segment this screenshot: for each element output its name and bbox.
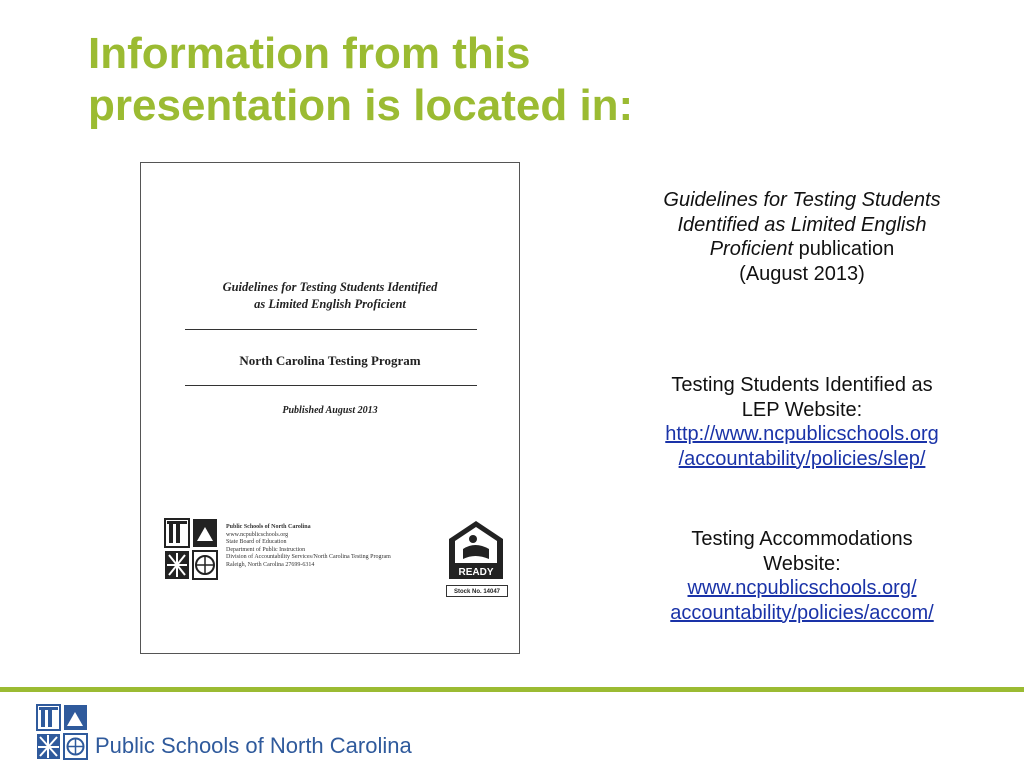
cover-title-line-1: Guidelines for Testing Students Identified [222, 280, 438, 294]
accommodations-label-line-2: Website: [763, 552, 841, 575]
publication-title-line-3 [612, 237, 992, 262]
slide-title-line-1: Information from this [88, 29, 531, 78]
nc-dpi-logo-icon [163, 517, 219, 581]
publication-title-line-2: Identified as Limited English [677, 213, 927, 236]
publication-title-italic: Proficient [709, 238, 794, 260]
cover-address-line: Division of Accountability Services/North Carolina Testing Program [226, 554, 391, 561]
accommodations-label-line-1: Testing Accommodations [691, 528, 913, 550]
slide-title-line-2: presentation is located in: [88, 81, 634, 130]
cover-title-line-2: as Limited English Proficient [254, 297, 406, 311]
cover-address-line: Public Schools of North Carolina [226, 524, 311, 530]
publication-date: (August 2013) [739, 262, 865, 285]
accommodations-website-link[interactable] [612, 576, 992, 625]
cover-address-block [226, 524, 451, 570]
lep-website-link[interactable] [612, 422, 992, 471]
lep-website-label-line-1: Testing Students Identified as [671, 374, 933, 396]
publication-label: publication [793, 238, 895, 260]
slide-title [88, 28, 848, 132]
cover-divider-bottom [185, 385, 477, 386]
cover-address-line: Department of Public Instruction [226, 546, 306, 553]
accommodations-website-block [612, 527, 992, 625]
ready-logo-icon [447, 519, 505, 581]
cover-published-date: Published August 2013 [282, 405, 378, 416]
cover-program-name: North Carolina Testing Program [239, 353, 421, 368]
nc-dpi-logo-icon [36, 704, 88, 760]
publication-cover-image [140, 162, 520, 654]
ready-label: READY [458, 567, 494, 578]
cover-stock-number: Stock No. 14047 [446, 585, 508, 597]
footer-organization-name: Public Schools of North Carolina [95, 733, 412, 758]
cover-title [141, 279, 519, 313]
cover-address-line: www.ncpublicschools.org [226, 531, 289, 538]
publication-title-line-1: Guidelines for Testing Students [663, 189, 941, 211]
cover-address-line: Raleigh, North Carolina 27699-6314 [226, 561, 315, 568]
lep-website-label-line-2: LEP Website: [741, 398, 863, 421]
footer-accent-bar [0, 687, 1024, 692]
lep-website-block [612, 373, 992, 471]
accommodations-link-line-1[interactable]: www.ncpublicschools.org/ [687, 577, 917, 599]
lep-website-link-line-1[interactable]: http://www.ncpublicschools.org [665, 423, 939, 445]
lep-website-link-line-2[interactable]: /accountability/policies/slep/ [678, 447, 926, 470]
cover-divider-top [185, 329, 477, 330]
accommodations-link-line-2[interactable]: accountability/policies/accom/ [670, 601, 934, 624]
cover-address-line: State Board of Education [226, 539, 287, 546]
publication-description [612, 188, 992, 286]
